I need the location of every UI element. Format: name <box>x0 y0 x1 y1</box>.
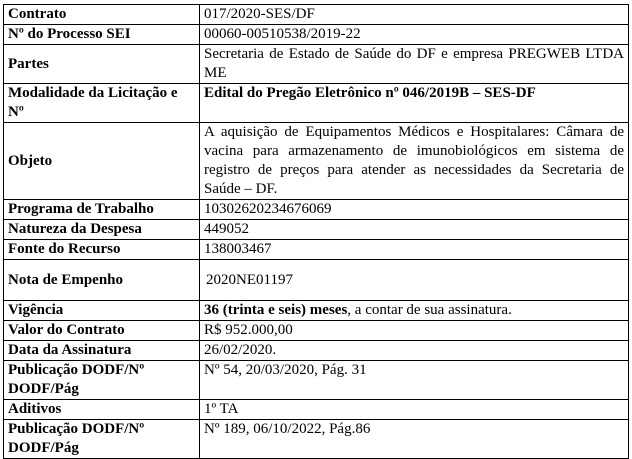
label-publicacao-2: Publicação DODF/Nº DODF/Pág <box>4 420 200 459</box>
value-contrato: 017/2020-SES/DF <box>200 5 629 25</box>
value-partes: Secretaria de Estado de Saúde do DF e empresa PREGWEB LTDA ME <box>200 45 629 84</box>
row-vigencia <box>4 301 629 321</box>
row-natureza <box>4 220 629 240</box>
value-modalidade: Edital do Pregão Eletrônico nº 046/2019B – SES-DF <box>200 84 629 123</box>
value-fonte: 138003467 <box>200 240 629 260</box>
label-vigencia: Vigência <box>4 301 200 321</box>
contract-table <box>3 4 629 459</box>
vigencia-rest: , a contar de sua assinatura. <box>347 302 512 318</box>
row-aditivos <box>4 400 629 420</box>
row-publicacao-2 <box>4 420 629 459</box>
label-partes: Partes <box>4 45 200 84</box>
label-publicacao-1: Publicação DODF/Nº DODF/Pág <box>4 361 200 400</box>
vigencia-duration: 36 (trinta e seis) meses <box>204 302 348 318</box>
label-modalidade: Modalidade da Licitação e Nº <box>4 84 200 123</box>
row-assinatura <box>4 341 629 361</box>
label-assinatura: Data da Assinatura <box>4 341 200 361</box>
row-programa <box>4 200 629 220</box>
value-aditivos: 1º TA <box>200 400 629 420</box>
value-publicacao-2: Nº 189, 06/10/2022, Pág.86 <box>200 420 629 459</box>
value-objeto: A aquisição de Equipamentos Médicos e Hospitalares: Câmara de vacina para armazenamento de imunobiológicos em sistema de registro de preços para atender as necessidades da Secretaria de Saúde – DF. <box>200 123 629 200</box>
value-empenho: 2020NE01197 <box>200 260 629 301</box>
label-objeto: Objeto <box>4 123 200 200</box>
label-fonte: Fonte do Recurso <box>4 240 200 260</box>
label-valor: Valor do Contrato <box>4 321 200 341</box>
value-programa: 10302620234676069 <box>200 200 629 220</box>
row-processo <box>4 25 629 45</box>
row-contrato <box>4 5 629 25</box>
row-fonte <box>4 240 629 260</box>
row-publicacao-1 <box>4 361 629 400</box>
label-aditivos: Aditivos <box>4 400 200 420</box>
contract-summary <box>3 4 629 459</box>
value-processo: 00060-00510538/2019-22 <box>200 25 629 45</box>
row-modalidade <box>4 84 629 123</box>
row-objeto <box>4 123 629 200</box>
label-natureza: Natureza da Despesa <box>4 220 200 240</box>
value-vigencia <box>200 301 629 321</box>
label-contrato: Contrato <box>4 5 200 25</box>
row-empenho <box>4 260 629 301</box>
row-valor <box>4 321 629 341</box>
label-empenho: Nota de Empenho <box>4 260 200 301</box>
label-processo: Nº do Processo SEI <box>4 25 200 45</box>
value-publicacao-1: Nº 54, 20/03/2020, Pág. 31 <box>200 361 629 400</box>
value-natureza: 449052 <box>200 220 629 240</box>
label-programa: Programa de Trabalho <box>4 200 200 220</box>
value-assinatura: 26/02/2020. <box>200 341 629 361</box>
row-partes <box>4 45 629 84</box>
value-valor: R$ 952.000,00 <box>200 321 629 341</box>
